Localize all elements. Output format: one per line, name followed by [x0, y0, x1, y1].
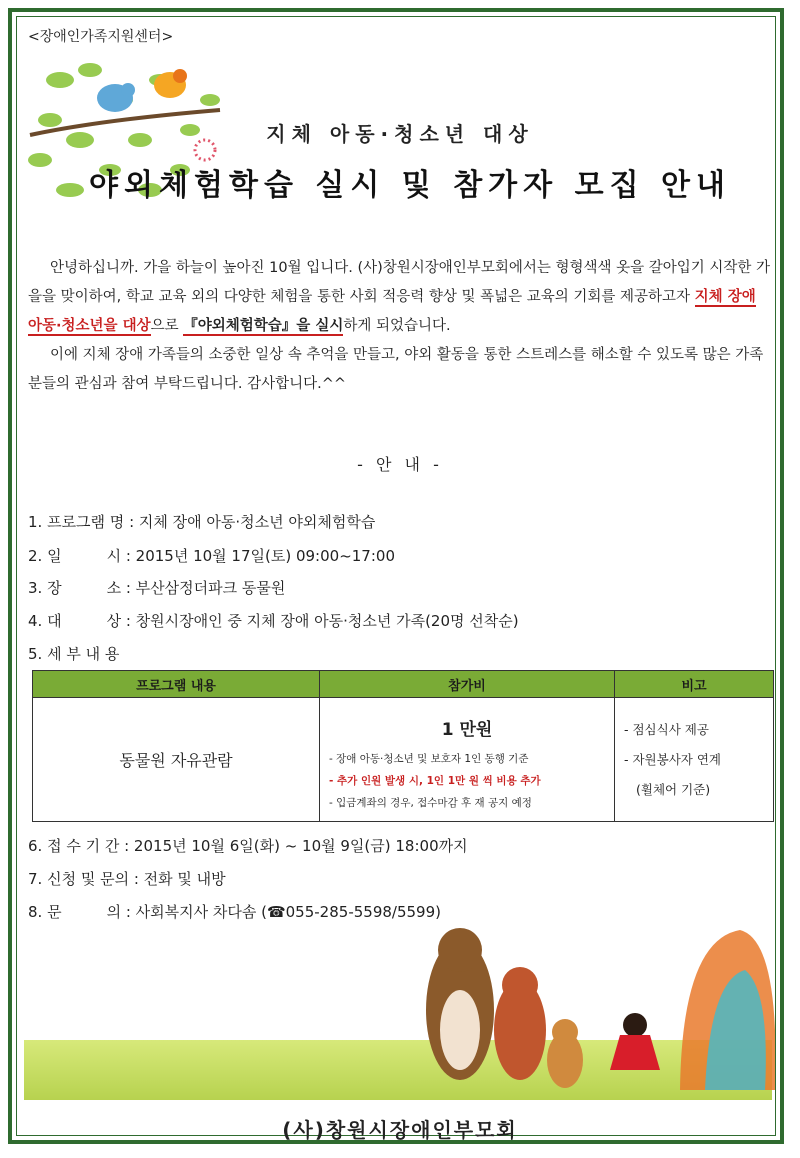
header-fee: 참가비 — [320, 671, 615, 698]
program-content: 동물원 자유관람 — [33, 698, 320, 822]
fee-line-3: - 입금계좌의 경우, 접수마감 후 재 공지 예정 — [329, 797, 532, 809]
fee-amount: 1 만원 — [441, 720, 493, 740]
note-cell — [615, 698, 774, 822]
item-date: 2. 일 시 : 2015년 10월 17일(토) 09:00~17:00 — [28, 547, 395, 565]
item-application: 7. 신청 및 문의 : 전화 및 내방 — [28, 870, 226, 888]
intro-text-b: 으로 — [150, 318, 184, 334]
item-reception-period: 6. 접 수 기 간 : 2015년 10월 6일(화) ~ 10월 9일(금) 18:00까지 — [28, 837, 468, 855]
header-program: 프로그램 내용 — [33, 671, 320, 698]
item-details: 5. 세 부 내 용 — [28, 645, 120, 663]
intro-text-a: 안녕하십니까. 가을 하늘이 높아진 10월 입니다. (사)창원시장애인부모회에서는 형형색색 옷을 갈아입기 시작한 가을을 맞이하여, 학교 교육 외의 다양한 체험을 통한 사회 적응력 향상 및 폭넓은 교육의 기회를 제공하고자 — [28, 260, 770, 305]
intro-highlight-program: 『야외체험학습』을 실시 — [183, 318, 344, 334]
intro-paragraph-2: 이에 지체 장애 가족들의 소중한 일상 속 추억을 만들고, 야외 활동을 통한 스트레스를 해소할 수 있도록 많은 가족 분들의 관심과 참여 부탁드립니다. 감사합니다.^^ — [28, 347, 764, 392]
program-table — [32, 670, 774, 822]
intro-paragraph-1 — [28, 254, 774, 341]
center-name: <장애인가족지원센터> — [28, 29, 174, 45]
item-target: 4. 대 상 : 창원시장애인 중 지체 장애 아동·청소년 가족(20명 선착순) — [28, 612, 519, 630]
fee-line-1: - 장애 아동·청소년 및 보호자 1인 동행 기준 — [329, 753, 529, 765]
note-line-2: - 자원봉사자 연계 — [624, 751, 721, 767]
note-line-3: (휠체어 기준) — [636, 781, 711, 797]
title-sub: 지체 아동·청소년 대상 — [266, 122, 534, 146]
fee-cell — [320, 698, 615, 822]
intro-highlight-target: 지체 장애 아동·청소년을 대상 — [28, 289, 756, 334]
item-place: 3. 장 소 : 부산삼정더파크 동물원 — [28, 579, 286, 597]
item-program-name: 1. 프로그램 명 : 지체 장애 아동·청소년 야외체험학습 — [28, 513, 376, 531]
fee-line-2: - 추가 인원 발생 시, 1인 1만 원 씩 비용 추가 — [329, 775, 541, 787]
footer-organization: (사)창원시장애인부모회 — [282, 1118, 518, 1142]
note-line-1: - 점심식사 제공 — [624, 721, 709, 737]
title-main: 야외체험학습 실시 및 참가자 모집 안내 — [89, 168, 731, 203]
bears-girl-illustration — [420, 920, 775, 1100]
intro-text-c: 하게 되었습니다. — [343, 318, 451, 334]
section-title: - 안 내 - — [357, 455, 443, 474]
header-note: 비고 — [615, 671, 774, 698]
item-contact: 8. 문 의 : 사회복지사 차다솜 (☎055-285-5598/5599) — [28, 903, 441, 921]
